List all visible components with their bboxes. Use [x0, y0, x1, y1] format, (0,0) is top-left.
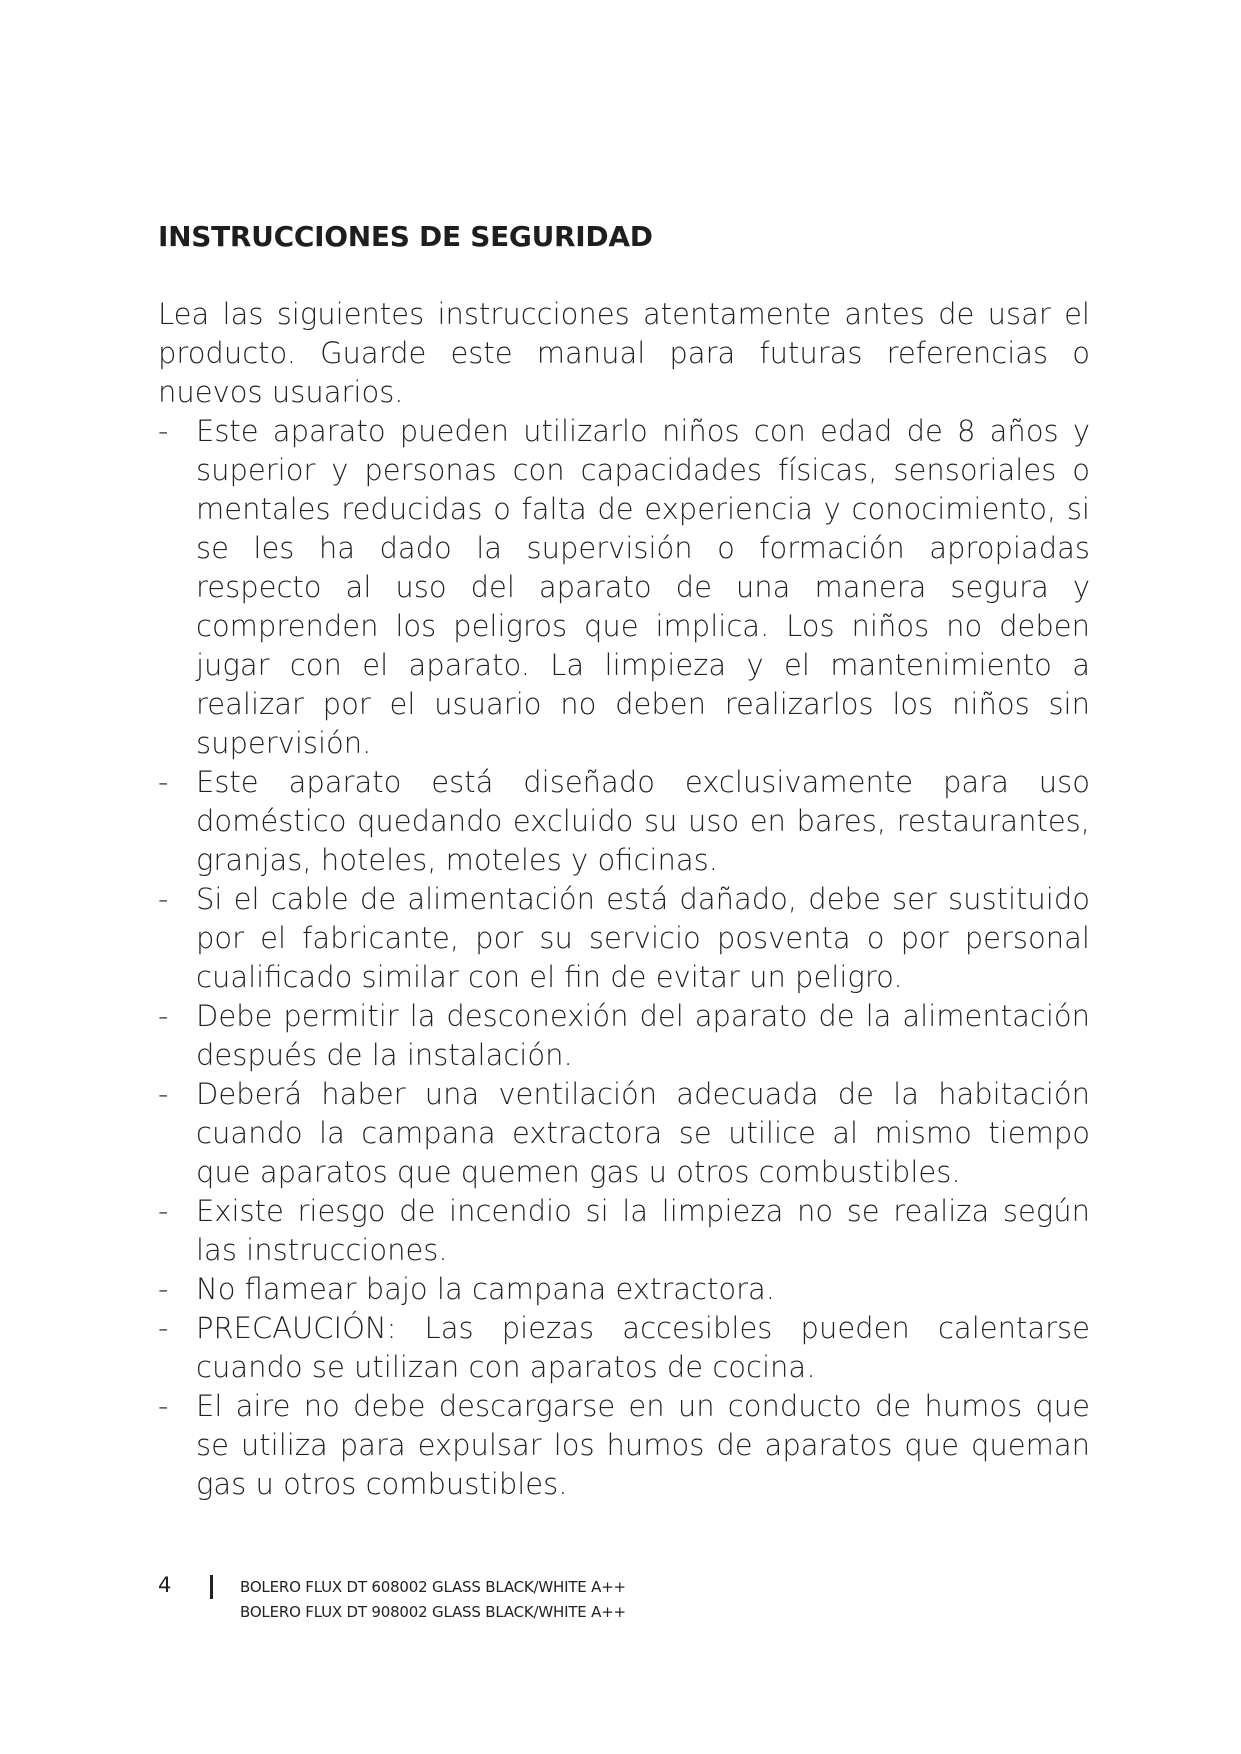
list-item-text: Deberá haber una ventilación adecuada de la habitación cuando la campana extractora se utilice al mismo tiempo que aparatos que quemen gas u otros combustibles. [196, 1077, 1090, 1189]
footer-divider [210, 1575, 213, 1599]
bullet-dash: - [158, 1077, 169, 1111]
list-item-text: Este aparato pueden utilizarlo niños con edad de 8 años y superior y personas con capacidades físicas, sensoriales o mentales reducidas o falta de experiencia y conocimiento, si se les ha dado la supervisión o formación apropiadas respecto al uso del aparato de una manera segura y comprenden los peligros que implica. Los niños no deben jugar con el aparato. La limpieza y el mantenimiento a realizar por el usuario no deben realizarlos los niños sin supervisión. [196, 414, 1090, 760]
list-item [158, 763, 1090, 880]
model-name: BOLERO FLUX DT 908002 GLASS BLACK/WHITE A++ [240, 1603, 626, 1621]
list-item-text: Debe permitir la desconexión del aparato de la alimentación después de la instalación. [196, 999, 1090, 1072]
safety-instructions-list [158, 412, 1090, 1504]
intro-paragraph: Lea las siguientes instrucciones atentamente antes de usar el producto. Guarde este manual para futuras referencias o nuevos usuarios. [158, 297, 1090, 409]
list-item [158, 997, 1090, 1075]
list-item-text: No flamear bajo la campana extractora. [196, 1272, 775, 1306]
bullet-dash: - [158, 765, 169, 799]
bullet-dash: - [158, 1272, 169, 1306]
list-item [158, 1309, 1090, 1387]
list-item [158, 880, 1090, 997]
bullet-dash: - [158, 1194, 169, 1228]
bullet-dash: - [158, 999, 169, 1033]
bullet-dash: - [158, 882, 169, 916]
section-heading: INSTRUCCIONES DE SEGURIDAD [158, 220, 653, 253]
list-item-text: El aire no debe descargarse en un conducto de humos que se utiliza para expulsar los humos de aparatos que queman gas u otros combustibles. [196, 1389, 1090, 1501]
model-names [240, 1575, 626, 1625]
list-item-text: Existe riesgo de incendio si la limpieza no se realiza según las instrucciones. [196, 1194, 1090, 1267]
list-item-text: Este aparato está diseñado exclusivamente para uso doméstico quedando excluido su uso en bares, restaurantes, granjas, hoteles, moteles y oficinas. [196, 765, 1090, 877]
safety-instructions-body [158, 295, 1090, 1504]
list-item [158, 1387, 1090, 1504]
list-item-text: Si el cable de alimentación está dañado, debe ser sustituido por el fabricante, por su servicio posventa o por personal cualificado similar con el fin de evitar un peligro. [196, 882, 1090, 994]
bullet-dash: - [158, 414, 169, 448]
bullet-dash: - [158, 1311, 169, 1345]
list-item-text: PRECAUCIÓN: Las piezas accesibles pueden calentarse cuando se utilizan con aparatos de cocina. [196, 1311, 1090, 1384]
page-footer [158, 1573, 958, 1633]
page-number: 4 [158, 1573, 172, 1597]
list-item [158, 1192, 1090, 1270]
bullet-dash: - [158, 1389, 169, 1423]
model-name: BOLERO FLUX DT 608002 GLASS BLACK/WHITE A++ [240, 1578, 626, 1596]
list-item [158, 1270, 1090, 1309]
list-item [158, 412, 1090, 763]
list-item [158, 1075, 1090, 1192]
